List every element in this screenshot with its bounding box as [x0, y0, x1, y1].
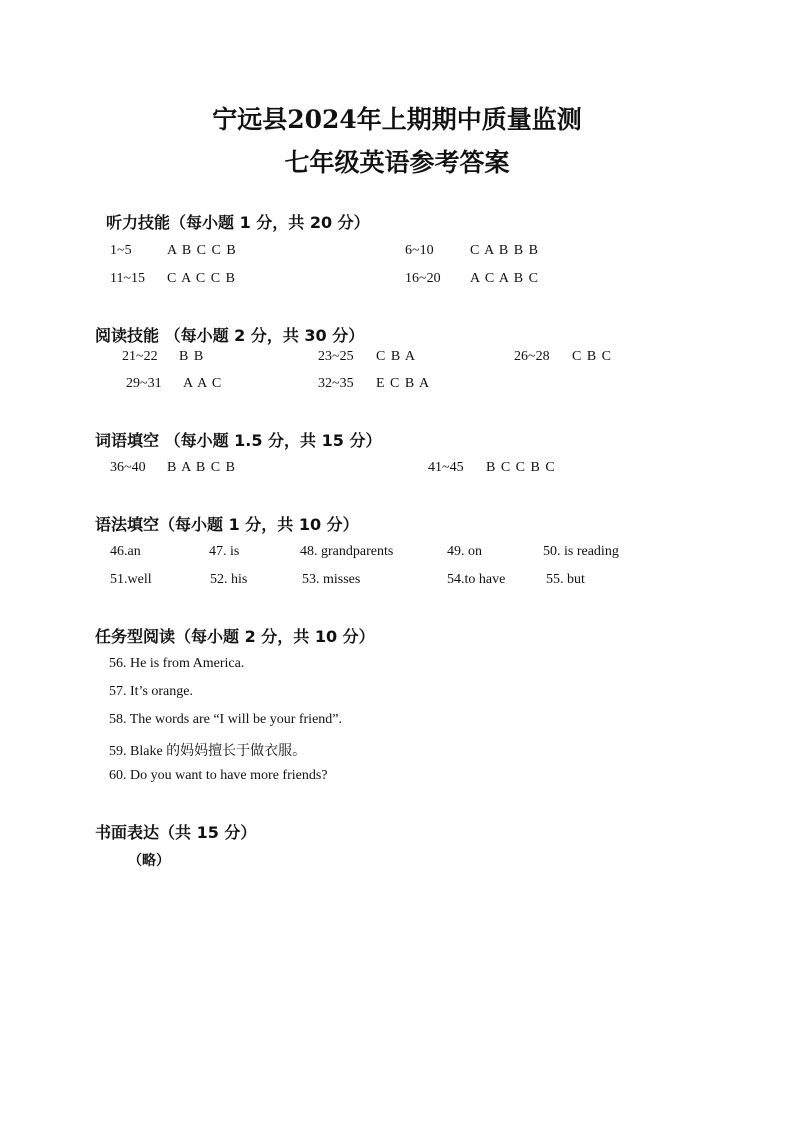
- answer-range: 23~25: [318, 349, 354, 364]
- answer-set: B A B C B: [167, 460, 236, 475]
- answer-range: 16~20: [405, 271, 441, 286]
- task-answer: 60. Do you want to have more friends?: [109, 768, 328, 783]
- grammar-answer: 55. but: [546, 572, 585, 587]
- grammar-heading: 语法填空（每小题 1 分，共 10 分）: [95, 515, 359, 534]
- grammar-answer: 54.to have: [447, 572, 506, 587]
- grammar-answer: 48. grandparents: [300, 544, 394, 559]
- answer-range: 29~31: [126, 376, 162, 391]
- answer-set: B C C B C: [486, 460, 556, 475]
- title-line-2: 七年级英语参考答案: [284, 148, 510, 177]
- answer-range: 1~5: [110, 243, 132, 258]
- task-answer: 56. He is from America.: [109, 656, 245, 671]
- vocab-heading: 词语填空 （每小题 1.5 分，共 15 分）: [95, 431, 382, 450]
- answer-set: A A C: [183, 376, 223, 391]
- writing-note: （略）: [128, 853, 170, 869]
- answer-range: 11~15: [110, 271, 146, 286]
- grammar-answer: 53. misses: [302, 572, 361, 587]
- answer-set: E C B A: [376, 376, 431, 391]
- task-answer: 58. The words are “I will be your friend”.: [109, 712, 342, 727]
- grammar-answer: 47. is: [209, 544, 240, 559]
- task-heading: 任务型阅读（每小题 2 分，共 10 分）: [95, 627, 375, 646]
- grammar-answer: 52. his: [210, 572, 248, 587]
- answer-range: 26~28: [514, 349, 550, 364]
- grammar-answer: 46.an: [110, 544, 141, 559]
- task-answer: 59. Blake 的妈妈擅长于做衣服。: [109, 744, 307, 759]
- answer-set: C B C: [572, 349, 613, 364]
- title-line-1: 宁远县2024年上期期中质量监测: [212, 105, 582, 134]
- answer-set: A C A B C: [470, 271, 539, 286]
- answer-range: 36~40: [110, 460, 146, 475]
- answer-range: 32~35: [318, 376, 354, 391]
- listening-heading: 听力技能（每小题 1 分，共 20 分）: [106, 213, 370, 232]
- grammar-answer: 51.well: [110, 572, 152, 587]
- answer-range: 6~10: [405, 243, 434, 258]
- task-answer: 57. It’s orange.: [109, 684, 193, 699]
- reading-heading: 阅读技能 （每小题 2 分，共 30 分）: [95, 326, 365, 345]
- grammar-answer: 50. is reading: [543, 544, 619, 559]
- writing-heading: 书面表达（共 15 分）: [95, 823, 257, 842]
- answer-set: B B: [179, 349, 205, 364]
- answer-set: C A B B B: [470, 243, 539, 258]
- grammar-answer: 49. on: [447, 544, 482, 559]
- answer-set: A B C C B: [167, 243, 237, 258]
- answer-range: 41~45: [428, 460, 464, 475]
- answer-set: C A C C B: [167, 271, 236, 286]
- answer-range: 21~22: [122, 349, 158, 364]
- answer-set: C B A: [376, 349, 417, 364]
